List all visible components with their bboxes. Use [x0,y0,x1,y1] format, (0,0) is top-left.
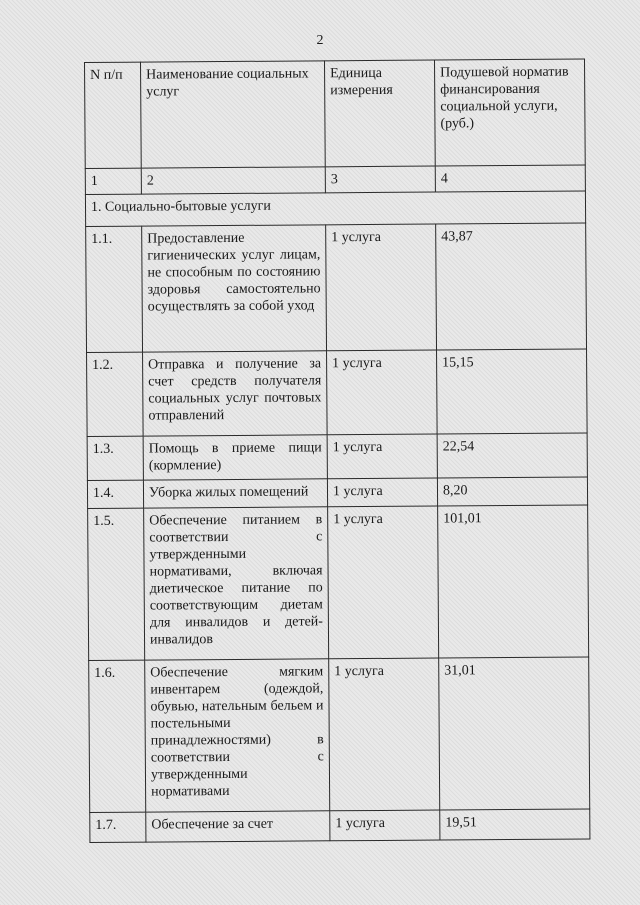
row-unit: 1 услуга [327,478,437,507]
row-name: Обеспечение питанием в соответствии с утвержденными нормативами, включая диетическое питание по соответствующим диетам для инвалидов и детей-инвалидов [144,507,329,660]
row-norm: 19,51 [440,809,590,840]
row-num: 1.4. [87,480,143,508]
header-name: Наименование социальных услуг [141,61,326,168]
row-name: Отправка и получение за счет средств получателя социальных услуг почтовых отправлений [143,351,328,436]
row-unit: 1 услуга [326,224,437,351]
row-num: 1.3. [87,436,143,480]
row-num: 1.6. [89,660,146,812]
row-unit: 1 услуга [328,506,439,659]
table-row [87,477,587,508]
row-norm: 15,15 [437,349,588,434]
header-unit: Единица измерения [324,60,435,167]
row-num: 1.7. [90,812,146,842]
row-norm: 43,87 [436,223,587,350]
row-unit: 1 услуга [327,350,438,435]
row-norm: 22,54 [437,433,587,478]
row-num: 1.1. [86,226,143,352]
row-unit: 1 услуга [330,810,440,841]
table-header-row [85,59,586,168]
row-name: Обеспечение мягким инвентарем (одеждой, обувью, нательным бельем и постельными принадлежностями) в соответствии с утвержденными нормативами [145,659,330,812]
column-number: 3 [325,166,435,193]
column-number: 1 [85,168,141,194]
row-unit: 1 услуга [329,658,440,811]
section-title: 1. Социально-бытовые услуги [85,191,585,226]
row-name: Помощь в приеме пищи (кормление) [143,435,327,480]
row-num: 1.5. [88,508,145,660]
row-num: 1.2. [87,352,144,436]
row-name: Предоставление гигиенических услуг лицам, не способным по состоянию здоровья самостоятельно осуществлять за собой уход [142,225,327,352]
table-row [87,433,587,480]
column-number: 2 [141,167,325,194]
header-norm: Подушевой норматив финансирования социальной услуги, (руб.) [434,59,585,166]
column-numbers-row [85,165,585,194]
table-row [87,349,588,436]
column-number: 4 [435,165,585,192]
table-row [90,809,590,842]
row-name: Обеспечение за счет [146,811,330,842]
table-row [89,657,590,812]
page-number: 2 [316,33,324,48]
row-norm: 101,01 [438,505,589,658]
table-row [86,223,587,352]
header-num: N п/п [85,62,142,168]
table-row [88,505,589,660]
row-norm: 8,20 [437,477,587,506]
section-row [85,191,585,226]
services-table [84,59,590,843]
row-norm: 31,01 [439,657,590,810]
row-name: Уборка жилых помещений [143,479,327,508]
row-unit: 1 услуга [327,434,437,479]
